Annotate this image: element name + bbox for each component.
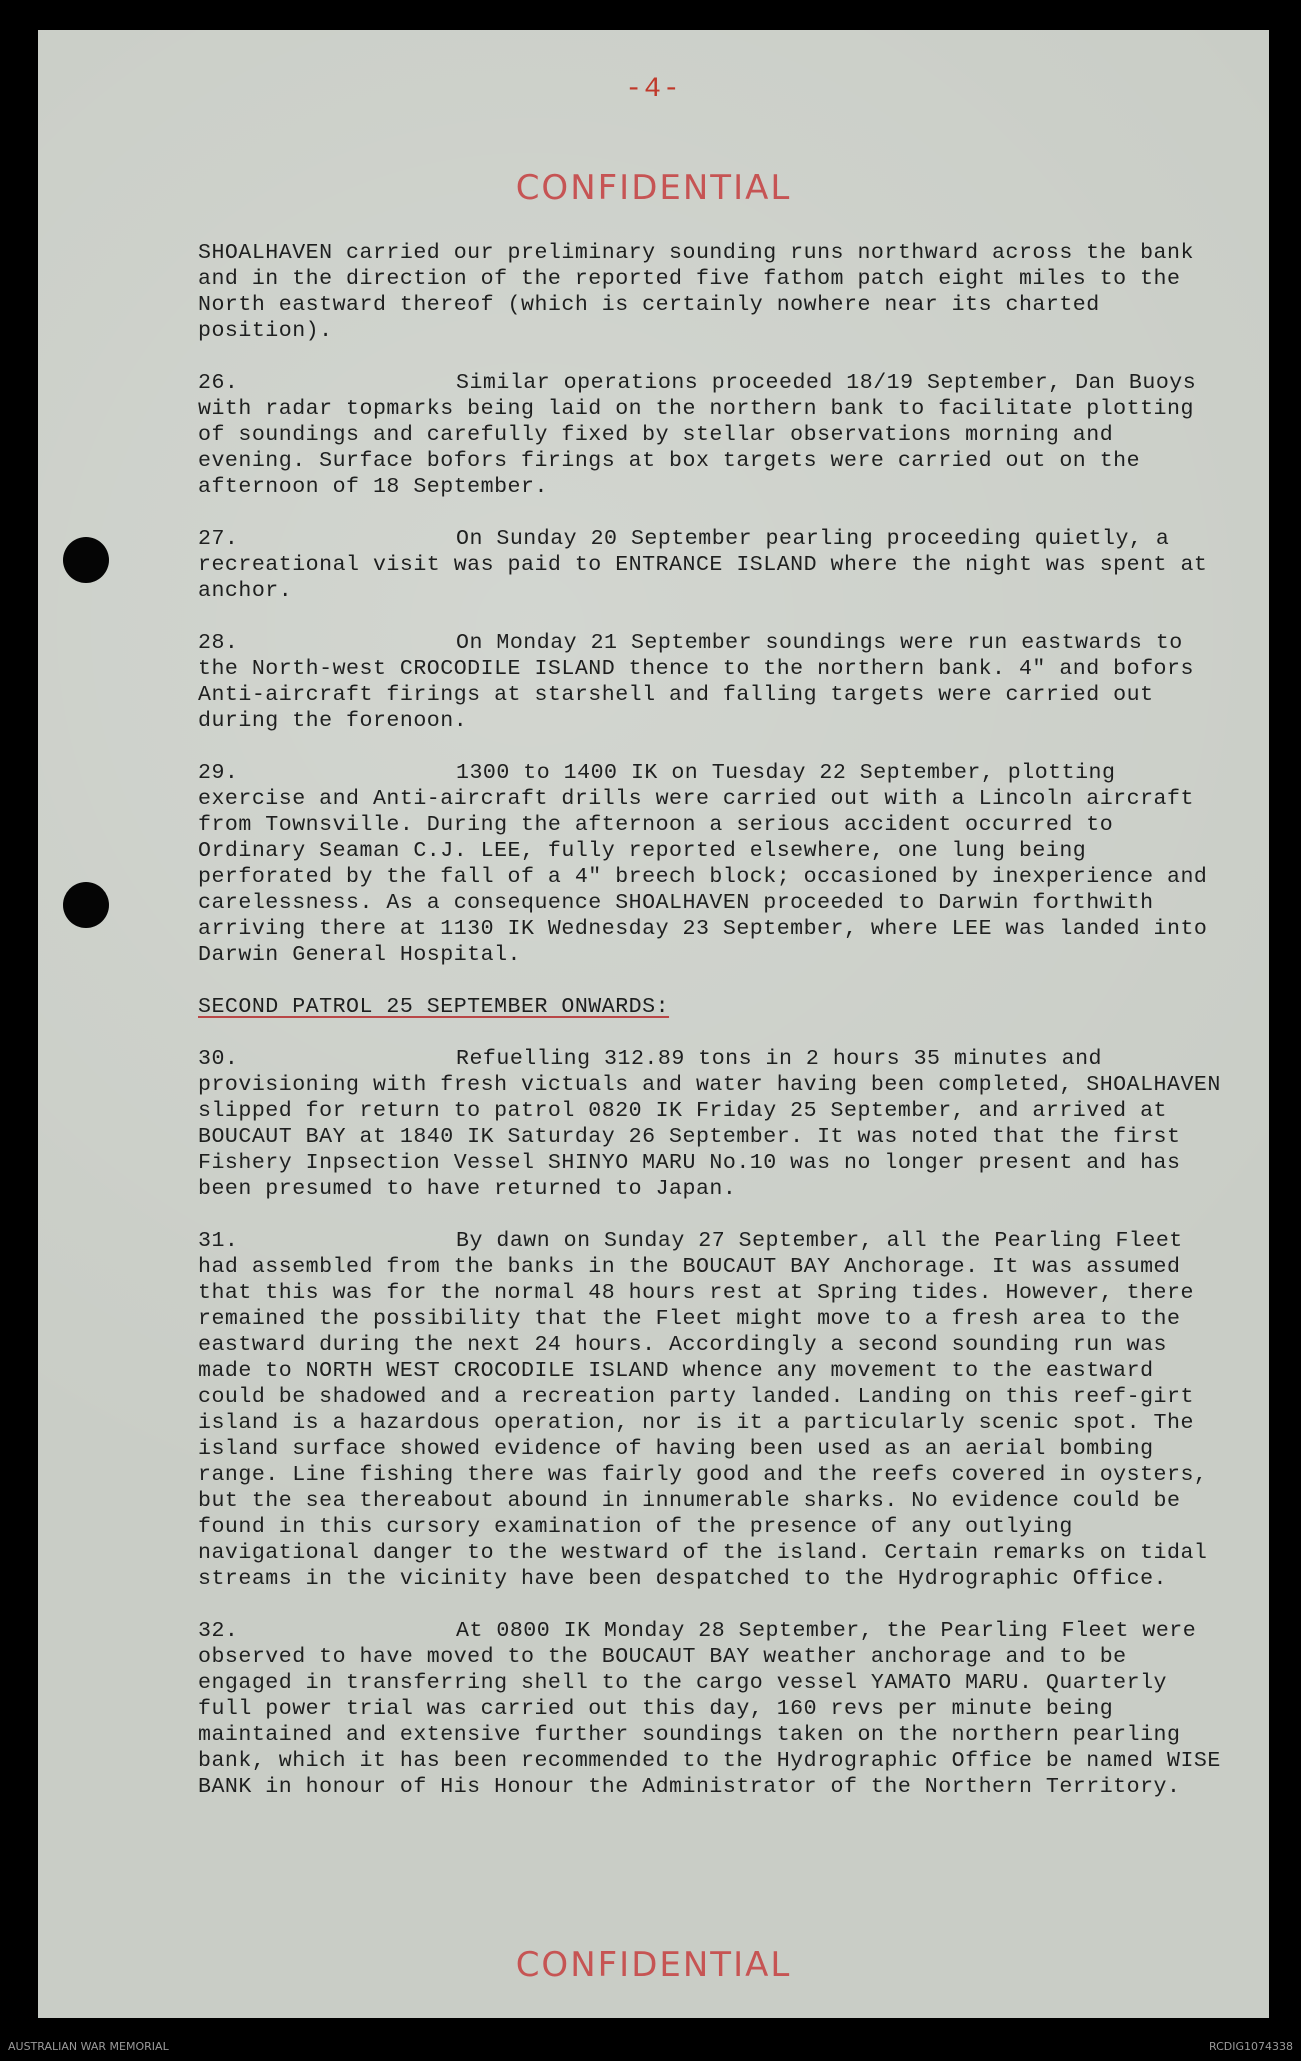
paragraph-text: 1300 to 1400 IK on Tuesday 22 September, plotting exercise and Anti-aircraft drills were carried out with a Lincoln aircraft from Townsville. During the afternoon a serious accident occurred to Ordinary Seaman C.J. LEE, fully reported elsewhere, one lung being perforated by the fall of a 4" breech block; occasioned by inexperience and carelessness. As a consequence SHOALHAVEN proceeded to Darwin forthwith arriving there at 1130 IK Wednesday 23 September, where LEE was landed into Darwin General Hospital. [198, 761, 1208, 967]
paragraph-text: By dawn on Sunday 27 September, all the Pearling Fleet had assembled from the banks in the BOUCAUT BAY Anchorage. It was assumed that this was for the normal 48 hours rest at Spring tides. However, there remained the possibility that the Fleet might move to a fresh area to the eastward during the next 24 hours. Accordingly a second sounding run was made to NORTH WEST CROCODILE ISLAND whence any movement to the eastward could be shadowed and a recreation party landed. Landing on this reef-girt island is a hazardous operation, nor is it a particularly scenic spot. The island surface showed evidence of having been used as an aerial bombing range. Line fishing there was fairly good and the reefs covered in oysters, but the sea thereabout abound in innumerable sharks. No evidence could be found in this cursory examination of the presence of any outlying navigational danger to the westward of the island. Certain remarks on tidal streams in the vicinity have been despatched to the Hydrographic Office. [198, 1229, 1208, 1591]
paragraph-intro: SHOALHAVEN carried our preliminary sounding runs northward across the bank and in the direction of the reported five fathom patch eight miles to the North eastward thereof (which is certainly nowhere near its charted position). [198, 241, 1194, 343]
paragraph-number: 29. [198, 761, 239, 785]
paragraph-number: 31. [198, 1229, 239, 1253]
document-body [198, 240, 1228, 1826]
punch-hole-bottom [63, 882, 109, 928]
footer-record-id: RCDIG1074338 [1208, 2040, 1293, 2053]
paragraph-27 [198, 526, 1228, 604]
paragraph-text: Similar operations proceeded 18/19 September, Dan Buoys with radar topmarks being laid on the northern bank to facilitate plotting of soundings and carefully fixed by stellar observations morning and evening. Surface bofors firings at box targets were carried out on the afternoon of 18 September. [198, 371, 1197, 499]
confidential-stamp-bottom: CONFIDENTIAL [515, 1945, 792, 1985]
document-page [38, 30, 1269, 2018]
paragraph-text: On Sunday 20 September pearling proceeding quietly, a recreational visit was paid to ENTRANCE ISLAND where the night was spent at anchor. [198, 527, 1208, 603]
paragraph-number: 32. [198, 1619, 239, 1643]
paragraph-number: 30. [198, 1047, 239, 1071]
page-number: -4- [625, 74, 682, 105]
paragraph-text: On Monday 21 September soundings were run eastwards to the North-west CROCODILE ISLAND thence to the northern bank. 4" and bofors Anti-aircraft firings at starshell and falling targets were carried out during the forenoon. [198, 631, 1194, 733]
paragraph-text: Refuelling 312.89 tons in 2 hours 35 minutes and provisioning with fresh victuals and water having been completed, SHOALHAVEN slipped for return to patrol 0820 IK Friday 25 September, and arrived at BOUCAUT BAY at 1840 IK Saturday 26 September. It was noted that the first Fishery Inpsection Vessel SHINYO MARU No.10 was no longer present and has been presumed to have returned to Japan. [198, 1047, 1221, 1201]
footer-archive-name: AUSTRALIAN WAR MEMORIAL [8, 2040, 169, 2053]
section-heading: SECOND PATROL 25 SEPTEMBER ONWARDS: [198, 995, 670, 1019]
paragraph-text: At 0800 IK Monday 28 September, the Pearling Fleet were observed to have moved to the BOUCAUT BAY weather anchorage and to be engaged in transferring shell to the cargo vessel YAMATO MARU. Quarterly full power trial was carried out this day, 160 revs per minute being maintained and extensive further soundings taken on the northern pearling bank, which it has been recommended to the Hydrographic Office be named WISE BANK in honour of His Honour the Administrator of the Northern Territory. [198, 1619, 1221, 1799]
paragraph-number: 27. [198, 527, 239, 551]
paragraph-29 [198, 760, 1228, 968]
punch-hole-top [63, 537, 109, 583]
paragraph-28 [198, 630, 1228, 734]
paragraph-number: 26. [198, 371, 239, 395]
paragraph-number: 28. [198, 631, 239, 655]
paragraph-32 [198, 1618, 1228, 1800]
paragraph-26 [198, 370, 1228, 500]
paragraph-30 [198, 1046, 1228, 1202]
paragraph-31 [198, 1228, 1228, 1592]
confidential-stamp-top: CONFIDENTIAL [515, 168, 792, 208]
